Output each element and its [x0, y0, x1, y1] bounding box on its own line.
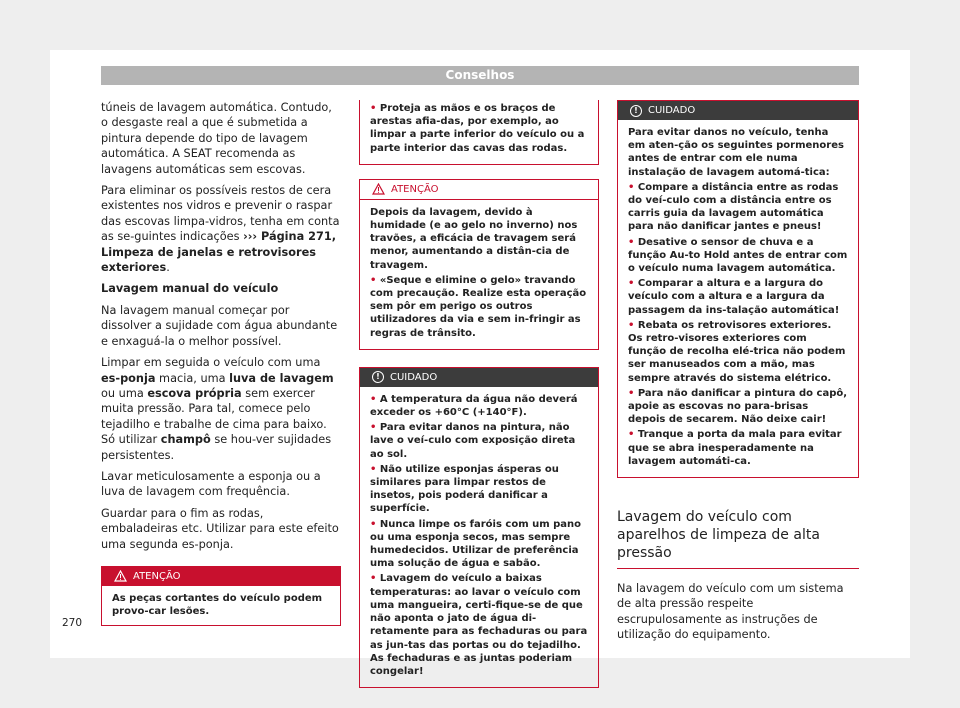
paragraph: Guardar para o fim as rodas, embaladeiras etc. Utilizar para este efeito uma segunda es-ponja.	[101, 506, 339, 551]
list-item: • Comparar a altura e a largura do veículo com a altura e a largura da passagem da ins-talação automática!	[628, 278, 840, 316]
warning-triangle-icon	[372, 183, 385, 195]
list-item: • Compare a distância entre as rodas do veí-culo com a distância entre os carris guia da lavagem automática para não danificar jantes e pneus!	[628, 181, 839, 233]
list-item: • A temperatura da água não deverá exceder os +60°C (+140°F).	[370, 393, 578, 419]
paragraph: túneis de lavagem automática. Contudo, o desgaste real a que é submetida a pintura depende do tipo de lavagem automática. A SEAT recomenda as lavagens automáticas sem escovas.	[101, 101, 332, 176]
warning-title: ATENÇÃO	[391, 183, 439, 195]
page-number: 270	[62, 617, 83, 629]
list-item: • Rebata os retrovisores exteriores. Os retro-visores exteriores com função de recolha elé-trica não podem ser manuseados com a mão, mas sempre através do sistema elétrico.	[628, 319, 846, 384]
caution-intro: Para evitar danos no veículo, tenha em aten-ção os seguintes pormenores antes de entrar com ele numa instalação de lavagem automá-tica:	[628, 127, 844, 178]
subheading: Lavagem manual do veículo	[101, 282, 279, 296]
page-reference-link[interactable]: ››› Página 271, Limpeza de janelas e retrovisores exteriores	[101, 230, 337, 275]
list-item: • Para não danificar a pintura do capô, apoie as escovas no para-brisas depois de secarem. Não deixe cair!	[628, 387, 848, 426]
paragraph: Na lavagem do veículo com um sistema de alta pressão respeite escrupulosamente as instruções de utilização do equipamento.	[617, 582, 844, 642]
column-left	[101, 100, 341, 626]
column-right	[617, 100, 859, 649]
caution-title: CUIDADO	[648, 105, 696, 116]
caution-header	[618, 101, 858, 120]
paragraph: Na lavagem manual começar por dissolver a sujidade com água abundante e enxaguá-la o melhor possível.	[101, 303, 338, 348]
list-item: • Nunca limpe os faróis com um pano ou uma esponja secos, mas sempre humedecidos. Utilizar de preferência uma solução de água e sabão.	[370, 518, 582, 570]
info-icon: !	[630, 105, 642, 117]
list-item: • Tranque a porta da mala para evitar que se abra inesperadamente na lavagem automáti-ca.	[628, 429, 842, 467]
list-item: • Proteja as mãos e os braços de arestas afia-das, por exemplo, ao limpar a parte inferior do veículo ou a parte interior das cavas das rodas.	[370, 103, 585, 154]
list-item: • Não utilize esponjas ásperas ou similares para limpar restos de insetos, pois poderá danificar a superfície.	[370, 463, 559, 515]
warning-box	[101, 566, 341, 626]
warning-continued-box	[359, 100, 599, 165]
warning-triangle-icon	[114, 570, 127, 582]
caution-box	[359, 367, 599, 688]
warning-title: ATENÇÃO	[133, 570, 181, 582]
warning-header	[102, 567, 340, 586]
list-item: • Lavagem do veículo a baixas temperaturas: ao lavar o veículo com uma mangueira, certi-fique-se de que não aponta o jato de água di-retamente para as fechaduras ou para as jun-tas das portas ou do tejadilho. As fechaduras e as juntas poderiam congelar!	[370, 573, 588, 677]
paragraph: Para eliminar os possíveis restos de cera existentes nos vidros e prevenir o raspar das escovas limpa-vidros, tenha em conta as se-guintes indicações ››› Página 271, Limpeza de janelas e retrovisores exteriores.	[101, 184, 340, 275]
paragraph: Limpar em seguida o veículo com uma es-ponja macia, uma luva de lavagem ou uma escova própria sem exercer muita pressão. Para tal, comece pelo tejadilho e trabalhe de cima para baixo. Só utilizar champô se hou-ver sujidades persistentes.	[101, 356, 334, 462]
list-item: • Desative o sensor de chuva e a função Au-to Hold antes de entrar com o veículo numa lavagem automática.	[628, 236, 848, 275]
warning-body: As peças cortantes do veículo podem provo-car lesões.	[112, 592, 323, 618]
paragraph: Lavar meticulosamente a esponja ou a luva de lavagem com frequência.	[101, 469, 321, 499]
caution-header	[360, 368, 598, 387]
warning-text: Depois da lavagem, devido à humidade (e ao gelo no inverno) nos travões, a eficácia de travagem será menor, aumentando a distân-cia de travagem.	[370, 206, 578, 271]
caution-title: CUIDADO	[390, 371, 438, 383]
list-item: • Para evitar danos na pintura, não lave o veí-culo com exposição direta ao sol.	[370, 422, 576, 460]
caution-box	[617, 100, 859, 478]
warning-box	[359, 179, 599, 350]
page-header: Conselhos	[101, 66, 859, 85]
list-item: • «Seque e elimine o gelo» travando com precaução. Realize esta operação sem pôr em perigo os outros utilizadores da via e sem in-fringir as regras de trânsito.	[370, 274, 587, 339]
column-middle	[359, 100, 599, 688]
warning-header	[360, 180, 598, 200]
section-title: Lavagem do veículo com aparelhos de limpeza de alta pressão	[617, 508, 859, 569]
info-icon: !	[372, 371, 384, 383]
